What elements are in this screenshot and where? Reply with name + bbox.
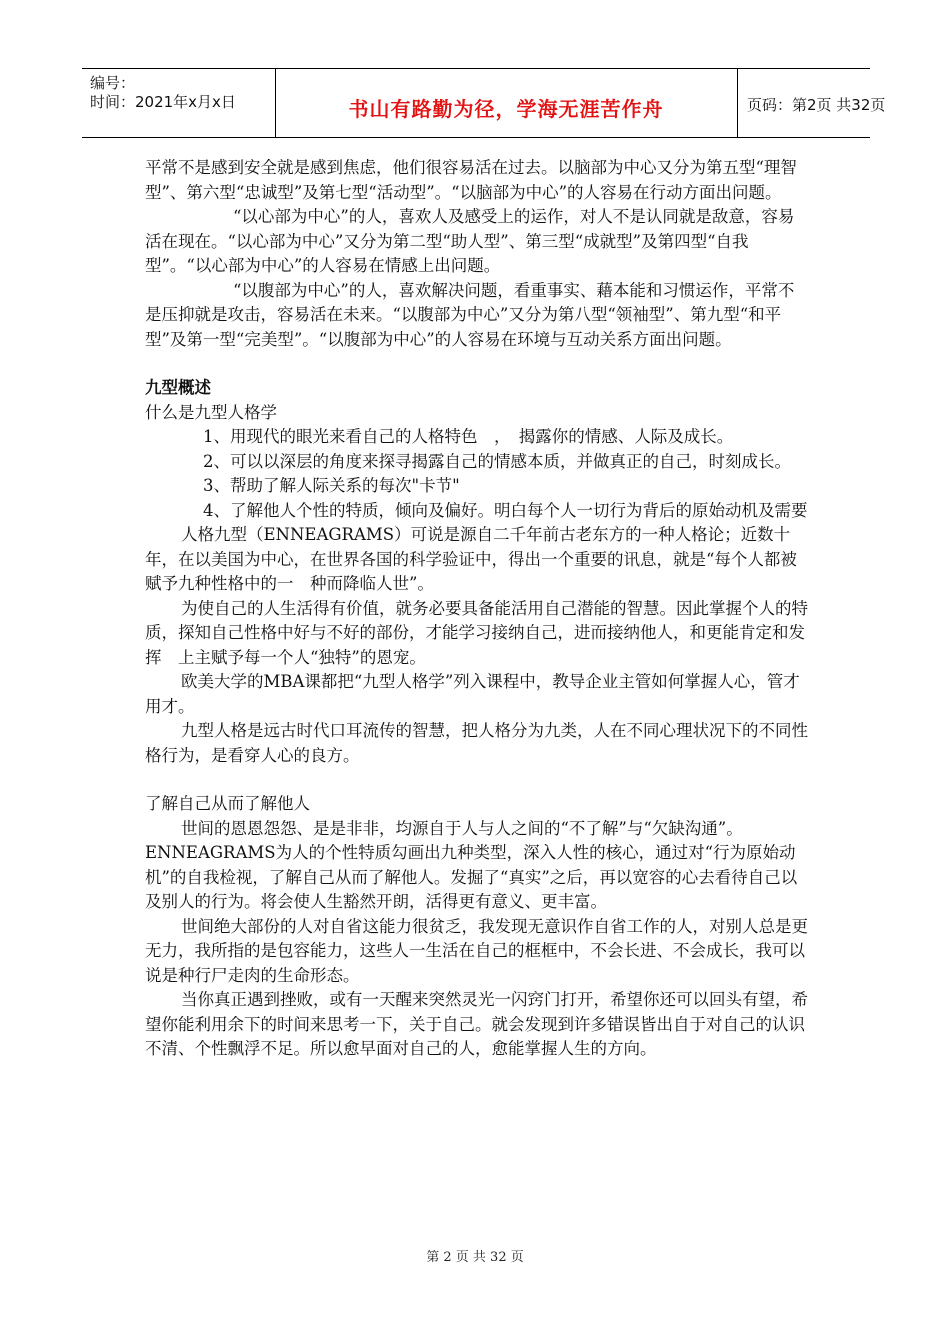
paragraph: 为使自己的人生活得有价值，就务必要具备能活用自己潜能的智慧。因此掌握个人的特质，探知自己性格中好与不好的部份，才能学习接纳自己，进而接纳他人，和更能肯定和发挥 上主赋予每一个人“独特”的恩宠。 (145, 598, 808, 667)
page-footer: 第 2 页 共 32 页 (426, 1250, 524, 1265)
section-heading: 九型概述 (145, 378, 211, 397)
list-item: 4、了解他人个性的特质，倾向及偏好。明白每个人一切行为背后的原始动机及需要 (203, 500, 808, 520)
list-item: 3、帮助了解人际关系的每次"卡节" (203, 476, 460, 495)
subheading: 什么是九型人格学 (145, 402, 277, 422)
document-number-label: 编号： (90, 74, 136, 92)
paragraph: 欧美大学的MBA课都把“九型人格学”列入课程中，教导企业主管如何掌握人心，管才用才。 (145, 672, 800, 716)
paragraph: “以腹部为中心”的人，喜欢解决问题，看重事实、藉本能和习惯运作，平常不是压抑就是攻击，容易活在未来。“以腹部为中心”又分为第八型“领袖型”、第九型“和平型”及第一型“完美型”。“以腹部为中心”的人容易在环境与互动关系方面出问题。 (145, 280, 795, 349)
paragraph: 世间的恩恩怨怨、是是非非，均源自于人与人之间的“不了解”与“欠缺沟通”。ENNEAGRAMS为人的个性特质勾画出九种类型，深入人性的核心，通过对“行为原始动机”的自我检视，了解自己从而了解他人。发掘了“真实”之后，再以宽容的心去看待自己以及别人的行为。将会使人生豁然开朗，活得更有意义、更丰富。 (145, 818, 798, 911)
paragraph: 世间绝大部份的人对自省这能力很贫乏，我发现无意识作自省工作的人，对别人总是更无力，我所指的是包容能力，这些人一生活在自己的框框中，不会长进、不会成长，我可以说是种行尸走肉的生命形态。 (145, 916, 808, 985)
list-item: 1、用现代的眼光来看自己的人格特色 ， 揭露你的情感、人际及成长。 (203, 427, 734, 446)
header-page-code: 页码：第2页 共32页 (747, 96, 886, 114)
header-motto-cell (275, 69, 738, 137)
paragraph: 九型人格是远古时代口耳流传的智慧，把人格分为九类，人在不同心理状况下的不同性格行为，是看穿人心的良方。 (145, 721, 808, 765)
document-body (145, 156, 810, 1062)
paragraph: 平常不是感到安全就是感到焦虑，他们很容易活在过去。以脑部为中心又分为第五型“理智型”、第六型“忠诚型”及第七型“活动型”。“以脑部为中心”的人容易在行动方面出问题。 (145, 158, 797, 202)
paragraph: 当你真正遇到挫败，或有一天醒来突然灵光一闪窍门打开，希望你还可以回头有望，希望你能利用余下的时间来思考一下，关于自己。就会发现到许多错误皆出自于对自己的认识不清、个性飘浮不足。所以愈早面对自己的人，愈能掌握人生的方向。 (145, 990, 808, 1058)
header-page-cell (737, 69, 886, 137)
header-motto: 书山有路勤为径，学海无涯苦作舟 (348, 97, 664, 121)
page-header (82, 68, 886, 138)
subheading: 了解自己从而了解他人 (145, 794, 310, 813)
document-date-label: 时间：2021年x月x日 (90, 93, 236, 111)
paragraph: “以心部为中心”的人，喜欢人及感受上的运作，对人不是认同就是敌意，容易活在现在。“以心部为中心”又分为第二型“助人型”、第三型“成就型”及第四型“自我型”。“以心部为中心”的人容易在情感上出问题。 (145, 207, 795, 275)
list-item: 2、可以以深层的角度来探寻揭露自己的情感本质，并做真正的自己，时刻成长。 (203, 451, 791, 471)
header-info-cell (82, 69, 276, 137)
paragraph: 人格九型（ENNEAGRAMS）可说是源自二千年前古老东方的一种人格论；近数十年，在以美国为中心，在世界各国的科学验证中，得出一个重要的讯息，就是“每个人都被赋予九种性格中的一 种而降临人世”。 (145, 525, 797, 593)
